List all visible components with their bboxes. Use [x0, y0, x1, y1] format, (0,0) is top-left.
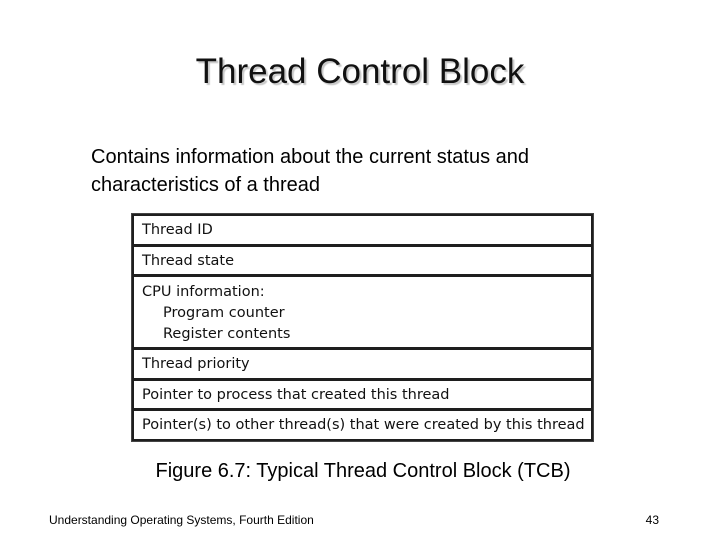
footer-book-title: Understanding Operating Systems, Fourth Edition: [49, 513, 314, 527]
tcb-row-thread-priority: Thread priority: [134, 350, 591, 378]
slide-title: Thread Control Block: [195, 52, 525, 91]
figure-caption: Figure 6.7: Typical Thread Control Block (TCB): [155, 460, 571, 482]
cpu-information-register-contents: Register contents: [163, 326, 291, 343]
thread-control-block-table: [131, 213, 594, 442]
tcb-rows: [134, 216, 591, 439]
footer-page-number: 43: [645, 513, 659, 527]
cpu-information-program-counter: Program counter: [163, 305, 285, 322]
tcb-row-thread-id: Thread ID: [134, 216, 591, 244]
tcb-row-thread-state: Thread state: [134, 247, 591, 275]
cpu-information-heading: CPU information:: [142, 284, 265, 301]
intro-line-2: characteristics of a thread: [91, 174, 320, 196]
tcb-row-pointer-to-creator: Pointer to process that created this thread: [134, 381, 591, 409]
intro-paragraph: [91, 143, 651, 199]
intro-line-1: Contains information about the current status and: [91, 146, 530, 168]
tcb-row-cpu-information: [134, 277, 591, 347]
tcb-row-pointers-to-children: Pointer(s) to other thread(s) that were created by this thread: [134, 411, 591, 439]
